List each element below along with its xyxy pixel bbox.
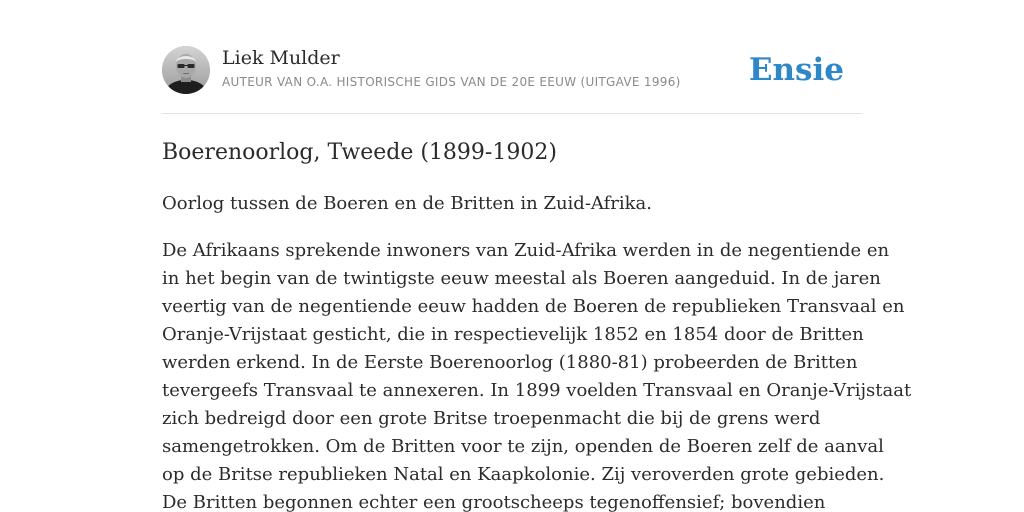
article-body xyxy=(162,237,912,512)
author-header xyxy=(162,46,862,96)
body-line: Oranje-Vrijstaat gesticht, die in respectievelijk 1852 en 1854 door de Britten xyxy=(162,324,864,345)
article-title: Boerenoorlog, Tweede (1899-1902) xyxy=(162,140,557,165)
body-line: veertig van de negentiende eeuw hadden de Boeren de republieken Transvaal en xyxy=(162,296,905,317)
author-name[interactable]: Liek Mulder xyxy=(222,47,340,69)
body-line: in het begin van de twintigste eeuw meestal als Boeren aangeduid. In de jaren xyxy=(162,268,881,289)
author-subtitle: AUTEUR VAN O.A. HISTORISCHE GIDS VAN DE 20E EEUW (UITGAVE 1996) xyxy=(222,75,681,89)
body-line: op de Britse republieken Natal en Kaapkolonie. Zij veroverden grote gebieden. xyxy=(162,464,885,485)
author-avatar[interactable] xyxy=(162,46,210,94)
body-line: De Britten begonnen echter een grootscheeps tegenoffensief; bovendien xyxy=(162,492,826,512)
body-line: tevergeefs Transvaal te annexeren. In 1899 voelden Transvaal en Oranje-Vrijstaat xyxy=(162,380,912,401)
body-line: De Afrikaans sprekende inwoners van Zuid-Afrika werden in de negentiende en xyxy=(162,240,890,261)
avatar-portrait-image xyxy=(162,46,210,94)
article-summary: Oorlog tussen de Boeren en de Britten in Zuid-Afrika. xyxy=(162,193,652,214)
body-line: werden erkend. In de Eerste Boerenoorlog (1880-81) probeerden de Britten xyxy=(162,352,858,373)
ensie-logo[interactable]: Ensie xyxy=(748,52,844,88)
body-line: zich bedreigd door een grote Britse troepenmacht die bij de grens werd xyxy=(162,408,821,429)
header-divider xyxy=(162,113,862,114)
body-line: samengetrokken. Om de Britten voor te zijn, openden de Boeren zelf de aanval xyxy=(162,436,884,457)
